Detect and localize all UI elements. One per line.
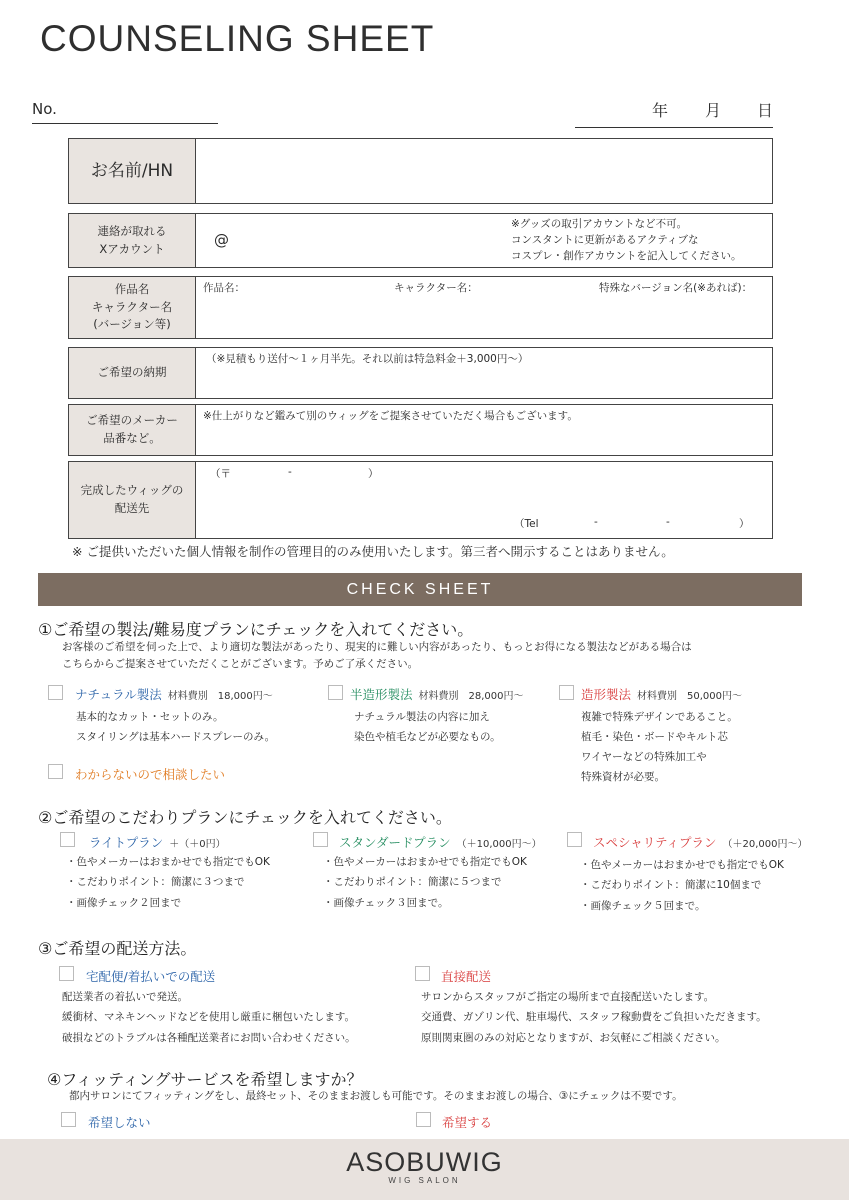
delivery-date-row [68,347,773,399]
x-account-note: ※グッズの取引アカウントなど不可。 コンスタントに更新があるアクティブな コスプレ・創作アカウントを記入してください。 [511,218,742,262]
page-title: COUNSELING SHEET [40,18,435,59]
standard-plan-option [339,833,542,851]
special-version-label: 特殊なバージョン名(※あれば)： [599,282,753,294]
maker-field[interactable] [196,405,772,455]
character-name-label: キャラクター名： [394,282,478,294]
natural-method-desc: 基本的なカット・セットのみ。 スタイリングは基本ハードスプレーのみ。 [76,711,276,743]
fitting-no-label: 希望しない [88,1115,151,1130]
number-label: No. [32,100,57,118]
unknown-consult-checkbox[interactable] [48,764,63,779]
brand-subtitle: WIG SALON [388,1176,461,1185]
specialty-plan-checkbox[interactable] [567,832,582,847]
check-sheet-header: CHECK SHEET [38,573,802,606]
courier-delivery-name: 宅配便/着払いでの配送 [86,969,216,984]
day-label: 日 [757,101,774,120]
tel-dash-1: - [594,516,598,528]
x-account-field[interactable] [196,214,772,267]
privacy-note: ※ ご提供いただいた個人情報を制作の管理目的のみ使用いたします。第三者へ開示することはありません。 [72,544,674,559]
postal-open: （〒 [210,468,231,480]
direct-delivery-name: 直接配送 [441,969,492,984]
delivery-date-label: ご希望の納期 [69,348,196,398]
specialty-plan-price: （＋20,000円～） [722,839,808,850]
semi-sculpt-checkbox[interactable] [328,685,343,700]
address-label: 完成したウィッグの 配送先 [69,462,196,538]
month-label: 月 [705,101,722,120]
name-label: お名前/HN [69,139,196,203]
number-line[interactable] [32,123,218,124]
q2-heading: ②ご希望のこだわりプランにチェックを入れてください。 [38,808,452,827]
specialty-plan-option [593,833,808,851]
year-label: 年 [652,101,669,120]
q1-heading: ①ご希望の製法/難易度プランにチェックを入れてください。 [38,620,474,639]
work-row [68,276,773,339]
natural-method-price: 材料費別 18,000円～ [167,691,273,702]
semi-sculpt-price: 材料費別 28,000円～ [418,691,524,702]
maker-row [68,404,773,456]
date-line[interactable] [575,127,773,128]
q3-heading: ③ご希望の配送方法。 [38,939,197,958]
name-row [68,138,773,204]
name-field[interactable] [196,139,772,203]
courier-delivery-desc: 配送業者の着払いで発送。 緩衝材、マネキンヘッドなどを使用し厳重に梱包いたします。 破損などのトラブルは各種配送業者にお問い合わせください。 [62,991,356,1044]
standard-plan-desc: ・色やメーカーはおまかせでも指定でもOK ・こだわりポイント：簡潔に５つまで ・画像チェック３回まで。 [323,856,527,909]
direct-delivery-desc: サロンからスタッフがご指定の場所まで直接配送いたします。 交通費、ガゾリン代、駐車場代、スタッフ稼動費をご負担いただきます。 原則関東圏のみの対応となりますが、お気軽にご相談ください。 [421,991,767,1044]
delivery-date-note: （※見積もり送付～１ヶ月半先。それ以前は特急料金＋3,000円～） [206,353,529,365]
address-row [68,461,773,539]
semi-sculpt-name: 半造形製法 [350,687,413,702]
tel-dash-2: - [666,516,670,528]
tel-open: （Tel [514,518,539,530]
at-prefix: @ [214,231,229,249]
natural-method-checkbox[interactable] [48,685,63,700]
semi-sculpt-desc: ナチュラル製法の内容に加え 染色や植毛などが必要なもの。 [354,711,501,743]
x-account-row [68,213,773,268]
standard-plan-checkbox[interactable] [313,832,328,847]
postal-close: ） [368,468,379,480]
light-plan-option [89,833,226,851]
direct-delivery-checkbox[interactable] [415,966,430,981]
specialty-plan-name: スペシャリティプラン [593,835,717,850]
q1-description: お客様のご希望を伺った上で、より適切な製法があったり、現実的に難しい内容があったり、もっとお得になる製法などがある場合は こちらからご提案させていただくことがございます。予めご了承ください。 [62,641,692,670]
light-plan-price: ＋（＋0円） [169,839,226,850]
delivery-date-field[interactable] [196,348,772,398]
sculpt-method-desc: 複雑で特殊デザインであること。 植毛・染色・ボードやキルト芯 ワイヤーなどの特殊加工や 特殊資材が必要。 [581,711,738,783]
maker-label: ご希望のメーカー 品番など。 [69,405,196,455]
courier-delivery-checkbox[interactable] [59,966,74,981]
maker-note: ※仕上がりなど鑑みて別のウィッグをご提案させていただく場合もございます。 [203,410,578,422]
specialty-plan-desc: ・色やメーカーはおまかせでも指定でもOK ・こだわりポイント：簡潔に10個まで ・画像チェック５回まで。 [580,859,784,912]
sculpt-method-checkbox[interactable] [559,685,574,700]
standard-plan-name: スタンダードプラン [339,835,451,850]
natural-method-option [75,685,273,703]
postal-dash: - [288,466,292,478]
light-plan-name: ライトプラン [89,835,164,850]
standard-plan-price: （＋10,000円～） [456,839,542,850]
work-label: 作品名 キャラクター名 (バージョン等) [69,277,196,338]
sculpt-method-option [581,685,742,703]
brand-logo: ASOBUWIG [346,1147,503,1177]
work-field[interactable] [196,277,772,338]
unknown-consult-label: わからないので相談したい [75,767,226,782]
work-title-label: 作品名： [203,282,245,294]
sculpt-method-price: 材料費別 50,000円～ [637,691,743,702]
address-field[interactable] [196,462,772,538]
fitting-yes-checkbox[interactable] [416,1112,431,1127]
natural-method-name: ナチュラル製法 [75,687,162,702]
light-plan-checkbox[interactable] [60,832,75,847]
fitting-yes-label: 希望する [442,1115,493,1130]
semi-sculpt-option [350,685,524,703]
x-account-label: 連絡が取れる Xアカウント [69,214,196,267]
q4-description: 都内サロンにてフィッティングをし、最終セット、そのままお渡しも可能です。そのままお渡しの場合、③にチェックは不要です。 [69,1090,683,1102]
fitting-no-checkbox[interactable] [61,1112,76,1127]
sculpt-method-name: 造形製法 [581,687,632,702]
light-plan-desc: ・色やメーカーはおまかせでも指定でもOK ・こだわりポイント：簡潔に３つまで ・画像チェック２回まで [66,856,270,909]
q4-heading: ④フィッティングサービスを希望しますか？ [47,1070,363,1089]
tel-close: ） [739,518,750,530]
